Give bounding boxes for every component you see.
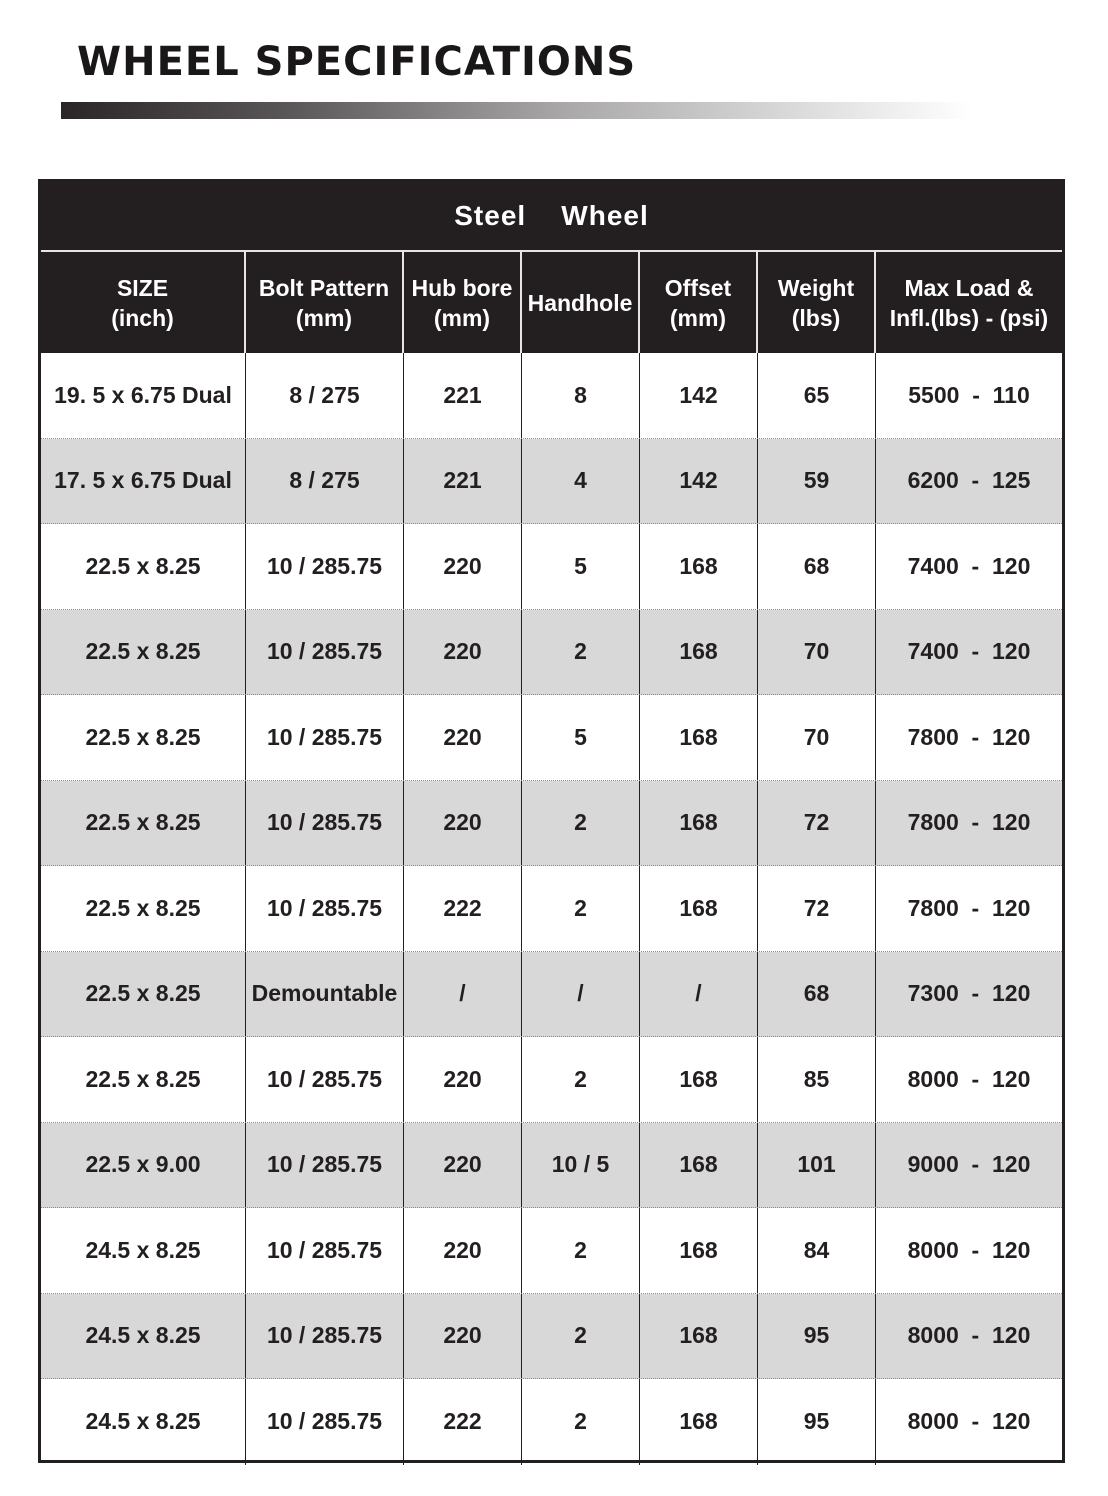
weight-cell: 84 [758,1208,876,1293]
bolt-pattern-cell: 10 / 285.75 [246,695,404,780]
max-load-cell: 7800 - 120 [907,809,1031,836]
bolt-pattern-cell: 10 / 285.75 [246,866,404,951]
size-cell: 22.5 x 8.25 [41,695,246,780]
table-row [41,695,1062,781]
offset-cell: / [640,952,758,1037]
max-load-cell: 5500 - 110 [908,381,1030,408]
hub-bore-cell: 220 [404,1294,522,1379]
steel-wheel-spec-table [38,179,1065,1463]
size-cell: 17. 5 x 6.75 Dual [41,439,246,524]
hub-bore-cell: / [404,952,522,1037]
column-header-max-load [876,252,1062,353]
hub-bore-cell: 220 [404,695,522,780]
size-cell: 24.5 x 8.25 [41,1208,246,1293]
offset-cell: 168 [640,695,758,780]
hub-bore-cell: 220 [404,781,522,866]
column-header-hub-bore [404,252,522,353]
column-header-unit: (inch) [111,304,174,331]
page-title: WHEEL SPECIFICATIONS [77,39,637,85]
column-header-unit: (mm) [669,304,727,331]
bolt-pattern-cell: 8 / 275 [246,353,404,438]
hub-bore-cell: 221 [404,439,522,524]
bolt-pattern-cell: 10 / 285.75 [246,524,404,609]
handhole-cell: 5 [522,695,640,780]
size-cell: 24.5 x 8.25 [41,1379,246,1465]
handhole-cell: 5 [522,524,640,609]
table-row [41,952,1062,1038]
handhole-cell: 4 [522,439,640,524]
bolt-pattern-cell: 10 / 285.75 [246,1037,404,1122]
weight-cell: 101 [758,1123,876,1208]
weight-cell: 72 [758,781,876,866]
max-load-cell: 8000 - 120 [907,1065,1031,1092]
column-header-line: Handhole [527,289,633,316]
max-load-cell: 6200 - 125 [907,467,1031,494]
column-header-unit: (lbs) [791,304,841,331]
column-header-line: Hub bore [411,274,513,301]
size-cell: 19. 5 x 6.75 Dual [41,353,246,438]
size-cell: 22.5 x 8.25 [41,952,246,1037]
column-header-unit: (mm) [433,304,491,331]
table-row [41,1294,1062,1380]
max-load-cell: 7300 - 120 [907,980,1031,1007]
offset-cell: 142 [640,439,758,524]
column-header-line: Bolt Pattern [258,274,390,301]
weight-cell: 95 [758,1379,876,1465]
max-load-cell: 7800 - 120 [907,723,1031,750]
bolt-pattern-cell: 10 / 285.75 [246,1379,404,1465]
bolt-pattern-cell: 10 / 285.75 [246,1208,404,1293]
weight-cell: 59 [758,439,876,524]
offset-cell: 168 [640,610,758,695]
column-header-handhole [522,252,640,353]
handhole-cell: 8 [522,353,640,438]
size-cell: 22.5 x 8.25 [41,610,246,695]
table-body [41,353,1062,1465]
handhole-cell: 2 [522,866,640,951]
size-cell: 22.5 x 9.00 [41,1123,246,1208]
column-header-line: Weight [777,274,855,301]
column-header-weight [758,252,876,353]
handhole-cell: 2 [522,1037,640,1122]
table-row [41,1379,1062,1465]
offset-cell: 142 [640,353,758,438]
handhole-cell: 10 / 5 [522,1123,640,1208]
bolt-pattern-cell: 10 / 285.75 [246,1123,404,1208]
column-header-size [41,252,246,353]
weight-cell: 85 [758,1037,876,1122]
table-row [41,781,1062,867]
column-header-line: Max Load & [904,274,1034,301]
max-load-cell: 8000 - 120 [907,1322,1031,1349]
table-row [41,1208,1062,1294]
hub-bore-cell: 220 [404,1123,522,1208]
bolt-pattern-cell: 10 / 285.75 [246,610,404,695]
max-load-cell: 8000 - 120 [907,1236,1031,1263]
max-load-cell: 7400 - 120 [907,638,1031,665]
column-header-unit: (mm) [295,304,353,331]
hub-bore-cell: 222 [404,1379,522,1465]
handhole-cell: 2 [522,1208,640,1293]
weight-cell: 70 [758,610,876,695]
table-header-row [41,252,1062,353]
offset-cell: 168 [640,1379,758,1465]
size-cell: 24.5 x 8.25 [41,1294,246,1379]
weight-cell: 68 [758,952,876,1037]
title-gradient-bar [61,102,973,119]
size-cell: 22.5 x 8.25 [41,524,246,609]
size-cell: 22.5 x 8.25 [41,866,246,951]
weight-cell: 95 [758,1294,876,1379]
hub-bore-cell: 220 [404,524,522,609]
column-header-unit: Infl.(lbs) - (psi) [889,304,1049,331]
bolt-pattern-cell: 10 / 285.75 [246,781,404,866]
table-caption: Steel Wheel [41,182,1062,252]
column-header-bolt-pattern [246,252,404,353]
size-cell: 22.5 x 8.25 [41,781,246,866]
weight-cell: 72 [758,866,876,951]
handhole-cell: 2 [522,781,640,866]
hub-bore-cell: 222 [404,866,522,951]
offset-cell: 168 [640,1037,758,1122]
max-load-cell: 9000 - 120 [907,1151,1031,1178]
column-header-line: Offset [664,274,732,301]
weight-cell: 65 [758,353,876,438]
table-row [41,524,1062,610]
max-load-cell: 7400 - 120 [907,552,1031,579]
column-header-offset [640,252,758,353]
table-row [41,610,1062,696]
offset-cell: 168 [640,866,758,951]
hub-bore-cell: 220 [404,1208,522,1293]
offset-cell: 168 [640,1123,758,1208]
table-row [41,1037,1062,1123]
size-cell: 22.5 x 8.25 [41,1037,246,1122]
offset-cell: 168 [640,1208,758,1293]
offset-cell: 168 [640,524,758,609]
weight-cell: 68 [758,524,876,609]
bolt-pattern-cell: Demountable [246,952,404,1037]
hub-bore-cell: 220 [404,610,522,695]
bolt-pattern-cell: 8 / 275 [246,439,404,524]
hub-bore-cell: 220 [404,1037,522,1122]
hub-bore-cell: 221 [404,353,522,438]
column-header-line: SIZE [116,274,169,301]
table-row [41,866,1062,952]
offset-cell: 168 [640,781,758,866]
handhole-cell: 2 [522,1379,640,1465]
max-load-cell: 7800 - 120 [907,894,1031,921]
table-row [41,353,1062,439]
offset-cell: 168 [640,1294,758,1379]
handhole-cell: / [522,952,640,1037]
handhole-cell: 2 [522,610,640,695]
table-row [41,439,1062,525]
max-load-cell: 8000 - 120 [907,1408,1031,1435]
table-row [41,1123,1062,1209]
handhole-cell: 2 [522,1294,640,1379]
bolt-pattern-cell: 10 / 285.75 [246,1294,404,1379]
weight-cell: 70 [758,695,876,780]
